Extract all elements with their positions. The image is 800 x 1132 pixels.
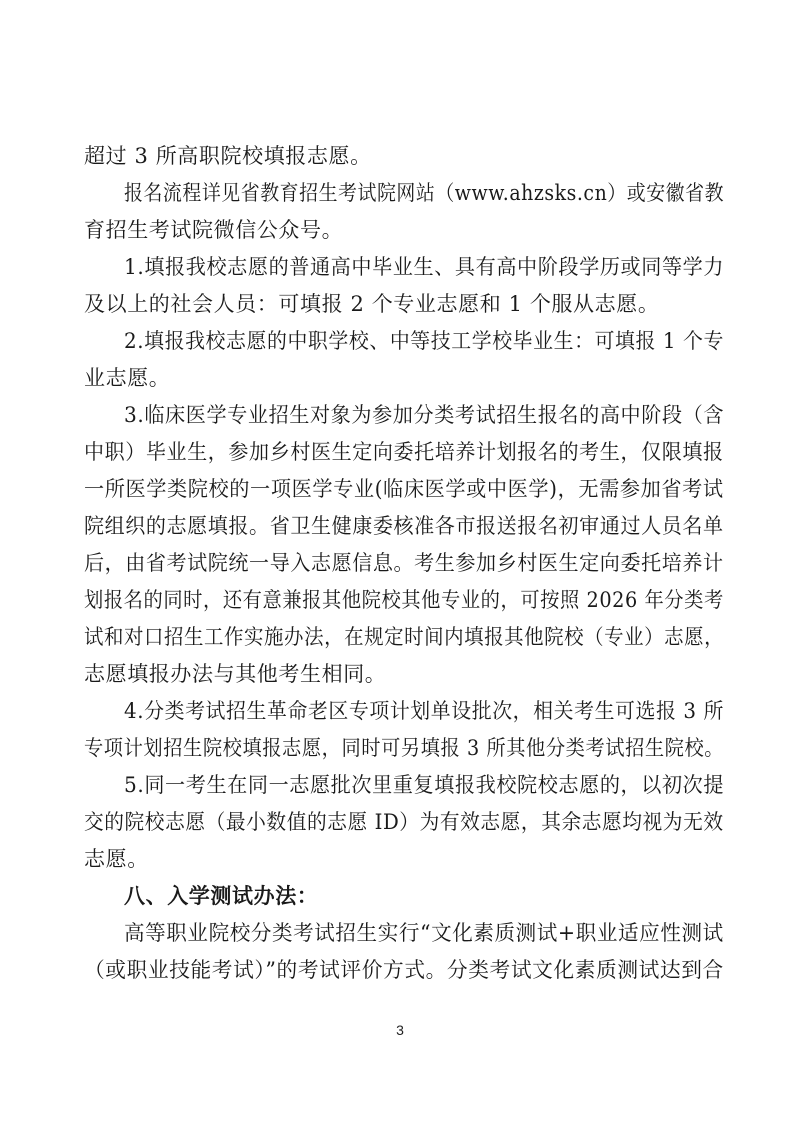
text-line: 育招生考试院微信公众号。 xyxy=(84,218,344,242)
text-line: 志愿填报办法与其他考生相同。 xyxy=(84,662,387,686)
text-line: 志愿。 xyxy=(84,847,149,871)
page-number: 3 xyxy=(396,1022,404,1038)
text-line: 及以上的社会人员：可填报 2 个专业志愿和 1 个服从志愿。 xyxy=(84,292,660,316)
text-line: 后，由省考试院统一导入志愿信息。考生参加乡村医生定向委托培养计 xyxy=(84,551,724,575)
text-line: 报名流程详见省教育招生考试院网站（www.ahzsks.cn）或安徽省教 xyxy=(124,181,725,205)
text-line: 高等职业院校分类考试招生实行“文化素质测试+职业适应性测试 xyxy=(124,921,724,945)
text-line: 划报名的同时，还有意兼报其他院校其他专业的，可按照 2026 年分类考 xyxy=(84,588,724,612)
text-line: 超过 3 所高职院校填报志愿。 xyxy=(84,144,372,168)
text-line: 院组织的志愿填报。省卫生健康委核准各市报送报名初审通过人员名单 xyxy=(84,514,724,538)
text-line: 2.填报我校志愿的中职学校、中等技工学校毕业生：可填报 1 个专 xyxy=(124,329,724,353)
text-line: 专项计划招生院校填报志愿，同时可另填报 3 所其他分类考试招生院校。 xyxy=(84,736,725,760)
text-line: 3.临床医学专业招生对象为参加分类考试招生报名的高中阶段（含 xyxy=(124,403,725,427)
text-line: 5.同一考生在同一志愿批次里重复填报我校院校志愿的，以初次提 xyxy=(124,773,725,797)
text-line: （或职业技能考试）”的考试评价方式。分类考试文化素质测试达到合 xyxy=(84,958,724,982)
text-line: 4.分类考试招生革命老区专项计划单设批次，相关考生可选报 3 所 xyxy=(124,699,724,723)
section-heading: 八、入学测试办法： xyxy=(124,884,319,908)
text-line: 交的院校志愿（最小数值的志愿 ID）为有效志愿，其余志愿均视为无效 xyxy=(84,810,724,834)
text-line: 1.填报我校志愿的普通高中毕业生、具有高中阶段学历或同等学力 xyxy=(124,255,725,279)
text-line: 业志愿。 xyxy=(84,366,171,390)
text-line: 中职）毕业生，参加乡村医生定向委托培养计划报名的考生，仅限填报 xyxy=(84,440,724,464)
text-line: 一所医学类院校的一项医学专业(临床医学或中医学)，无需参加省考试 xyxy=(84,477,724,501)
text-line: 试和对口招生工作实施办法，在规定时间内填报其他院校（专业）志愿， xyxy=(84,625,725,649)
